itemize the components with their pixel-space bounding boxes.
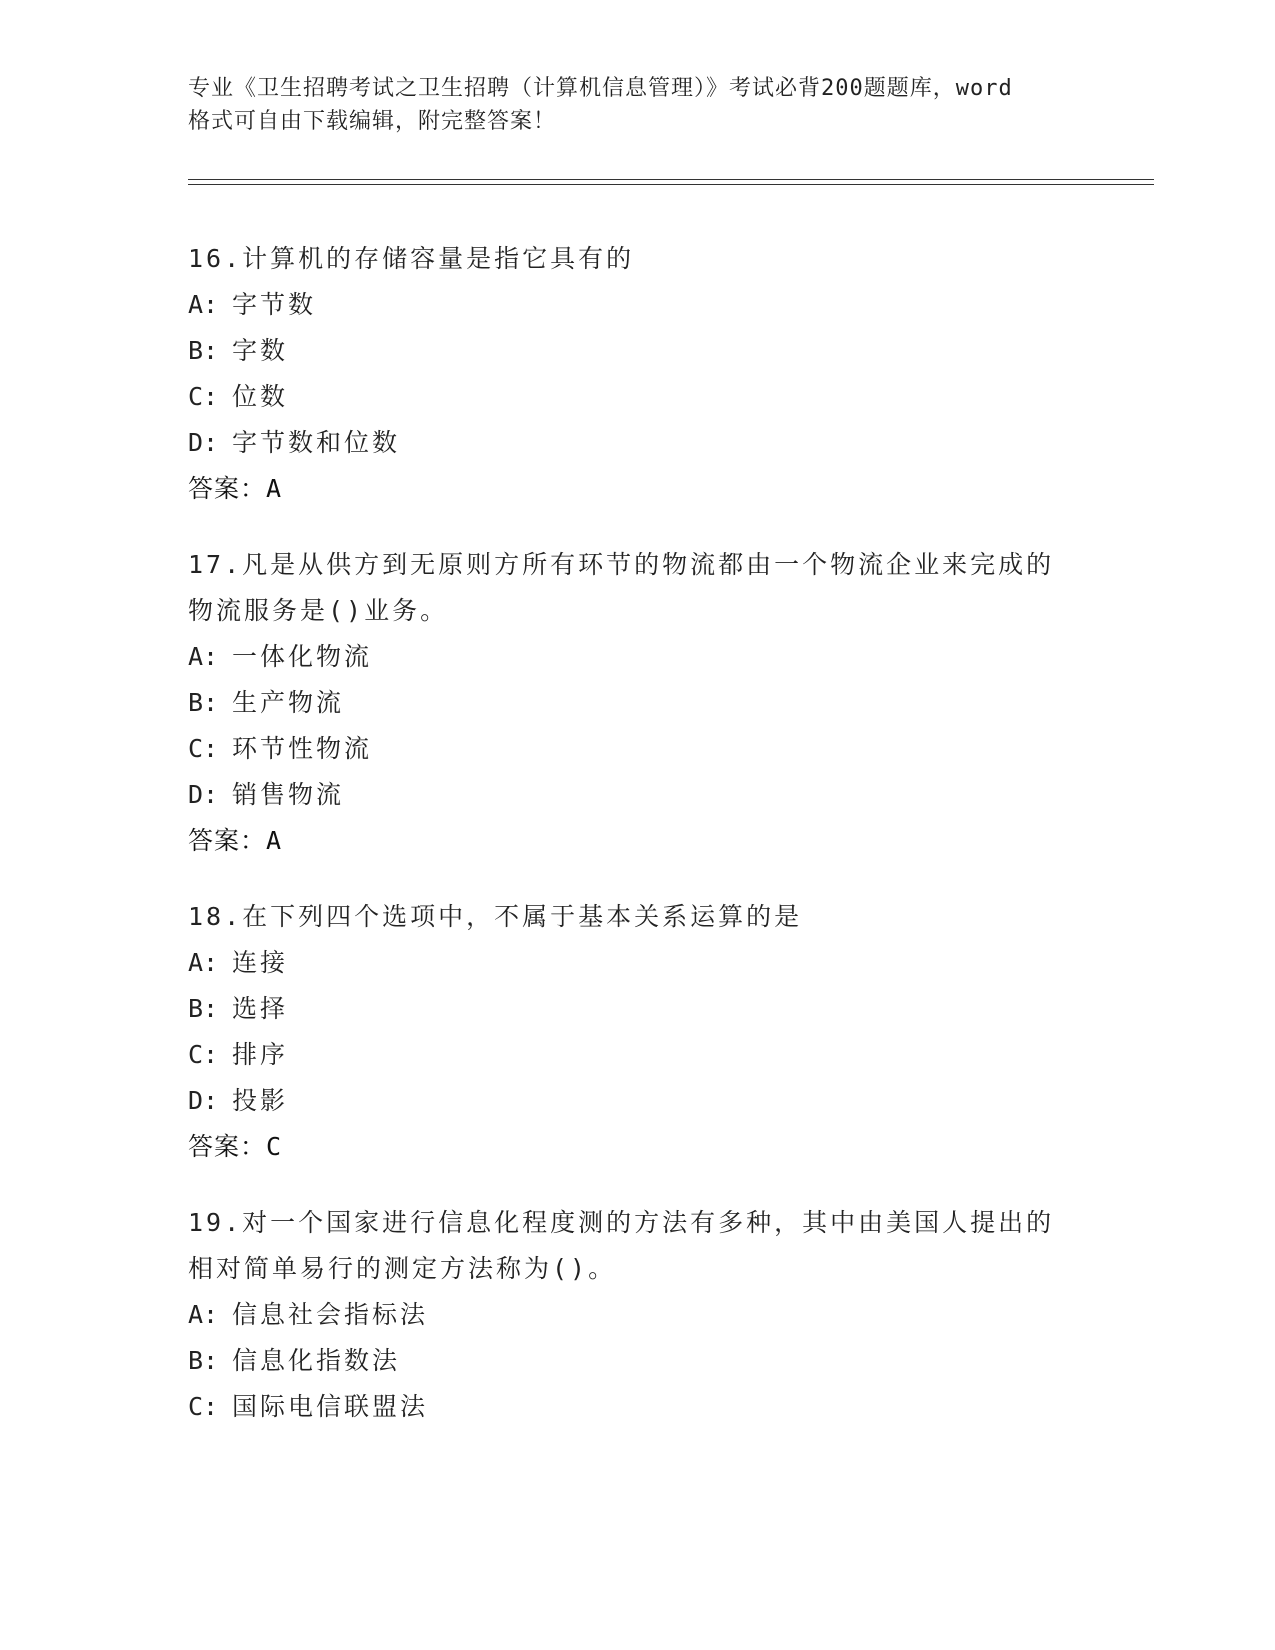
option-key: A:: [188, 948, 219, 977]
option-key: B:: [188, 994, 219, 1023]
question-text: 16.计算机的存储容量是指它具有的: [188, 244, 635, 273]
option-text: 生产物流: [232, 688, 345, 717]
option-key: C:: [188, 1392, 219, 1421]
option-key: C:: [188, 734, 219, 763]
option-key: B:: [188, 1346, 219, 1375]
option-key: C:: [188, 382, 219, 411]
option-text: 国际电信联盟法: [232, 1392, 429, 1421]
header-line-1: 专业《卫生招聘考试之卫生招聘（计算机信息管理）》考试必背200题题库，word: [188, 76, 1013, 101]
option-d: [188, 420, 1088, 466]
question-16: [188, 236, 1088, 512]
option-d: [188, 1078, 1088, 1124]
option-b: [188, 1338, 1088, 1384]
header-divider-bottom: [188, 184, 1154, 185]
option-text: 环节性物流: [232, 734, 373, 763]
option-a: [188, 940, 1088, 986]
option-text: 信息社会指标法: [232, 1300, 429, 1329]
option-a: [188, 634, 1088, 680]
option-key: A:: [188, 290, 219, 319]
option-text: 一体化物流: [232, 642, 373, 671]
option-text: 排序: [232, 1040, 289, 1069]
option-text: 连接: [232, 948, 289, 977]
option-key: B:: [188, 336, 219, 365]
option-b: [188, 328, 1088, 374]
question-17: [188, 542, 1088, 864]
option-key: B:: [188, 688, 219, 717]
option-d: [188, 772, 1088, 818]
option-a: [188, 282, 1088, 328]
option-text: 字数: [232, 336, 289, 365]
option-key: D:: [188, 428, 219, 457]
question-text-line-2: 物流服务是()业务。: [188, 596, 449, 625]
question-text-line-2: 相对简单易行的测定方法称为()。: [188, 1254, 617, 1283]
option-text: 字节数: [232, 290, 317, 319]
question-text: 18.在下列四个选项中，不属于基本关系运算的是: [188, 902, 803, 931]
question-19: [188, 1200, 1088, 1430]
option-text: 选择: [232, 994, 289, 1023]
option-key: C:: [188, 1040, 219, 1069]
option-text: 投影: [232, 1086, 289, 1115]
option-b: [188, 680, 1088, 726]
answer-line: 答案：A: [188, 826, 283, 855]
question-18: [188, 894, 1088, 1170]
option-text: 信息化指数法: [232, 1346, 401, 1375]
answer-line: 答案：C: [188, 1132, 283, 1161]
question-text-line-1: 17.凡是从供方到无原则方所有环节的物流都由一个物流企业来完成的: [188, 550, 1055, 579]
option-text: 位数: [232, 382, 289, 411]
option-c: [188, 726, 1088, 772]
header-line-2: 格式可自由下载编辑，附完整答案！: [188, 109, 557, 134]
option-key: D:: [188, 780, 219, 809]
question-list: [188, 236, 1088, 1460]
option-c: [188, 374, 1088, 420]
question-text-line-1: 19.对一个国家进行信息化程度测的方法有多种，其中由美国人提出的: [188, 1208, 1055, 1237]
option-key: A:: [188, 642, 219, 671]
option-b: [188, 986, 1088, 1032]
option-a: [188, 1292, 1088, 1338]
document-header: [188, 72, 1088, 138]
option-key: A:: [188, 1300, 219, 1329]
option-c: [188, 1032, 1088, 1078]
header-divider-top: [188, 179, 1154, 180]
answer-line: 答案：A: [188, 474, 283, 503]
option-text: 销售物流: [232, 780, 345, 809]
option-text: 字节数和位数: [232, 428, 401, 457]
option-key: D:: [188, 1086, 219, 1115]
option-c: [188, 1384, 1088, 1430]
